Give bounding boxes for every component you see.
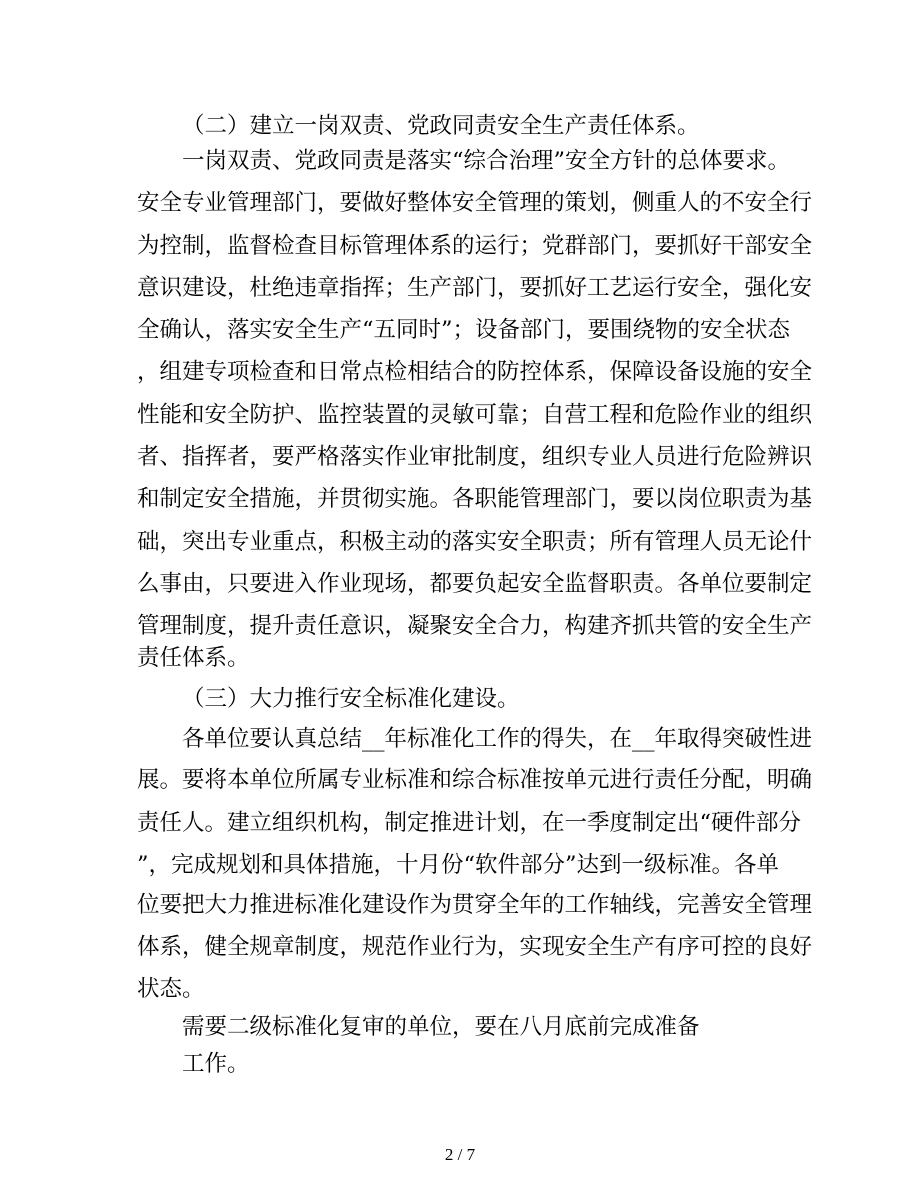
body-line: 为控制，监督检查目标管理体系的运行；党群部门，要抓好干部安全 [137, 233, 813, 259]
body-line: 安全专业管理部门，要做好整体安全管理的策划，侧重人的不安全行 [137, 190, 813, 216]
body-line: ，组建专项检查和日常点检相结合的防控体系，保障设备设施的安全 [137, 359, 813, 385]
body-line: 全确认，落实安全生产“五同时”；设备部门，要围绕物的安全状态 [137, 317, 791, 343]
body-line: 者、指挥者，要严格落实作业审批制度，组织专业人员进行危险辨识 [137, 444, 813, 470]
body-line: 么事由，只要进入作业现场，都要负起安全监督职责。各单位要制定 [137, 571, 813, 597]
body-line: 体系，健全规章制度，规范作业行为，实现安全生产有序可控的良好 [137, 934, 813, 960]
body-line: 一岗双责、党政同责是落实“综合治理”安全方针的总体要求。 [182, 148, 791, 174]
body-line: 需要二级标准化复审的单位，要在八月底前完成准备 [182, 1014, 700, 1040]
body-line: 工作。 [182, 1051, 250, 1077]
body-line: 和制定安全措施，并贯彻实施。各职能管理部门，要以岗位职责为基 [137, 486, 813, 512]
body-line: 责任体系。 [137, 645, 250, 671]
body-line: 责任人。建立组织机构，制定推进计划，在一季度制定出“硬件部分 [137, 810, 802, 836]
section-heading-3: （三）大力推行安全标准化建设。 [182, 686, 520, 712]
body-line: 性能和安全防护、监控装置的灵敏可靠；自营工程和危险作业的组织 [137, 402, 813, 428]
body-line: 各单位要认真总结__年标准化工作的得失，在__年取得突破性进 [182, 726, 813, 752]
body-line: 础，突出专业重点，积极主动的落实安全职责；所有管理人员无论什 [137, 529, 813, 555]
body-line: 意识建设，杜绝违章指挥；生产部门，要抓好工艺运行安全，强化安 [137, 275, 813, 301]
body-line: 管理制度，提升责任意识，凝聚安全合力，构建齐抓共管的安全生产 [137, 613, 813, 639]
body-line: 位要把大力推进标准化建设作为贯穿全年的工作轴线，完善安全管理 [137, 892, 813, 918]
body-line: ”，完成规划和具体措施，十月份“软件部分”达到一级标准。各单 [137, 852, 780, 878]
body-line: 展。要将本单位所属专业标准和综合标准按单元进行责任分配，明确 [137, 767, 813, 793]
page-number: 2 / 7 [444, 1145, 476, 1164]
body-line: 状态。 [137, 976, 205, 1002]
section-heading-2: （二）建立一岗双责、党政同责安全生产责任体系。 [182, 113, 700, 139]
